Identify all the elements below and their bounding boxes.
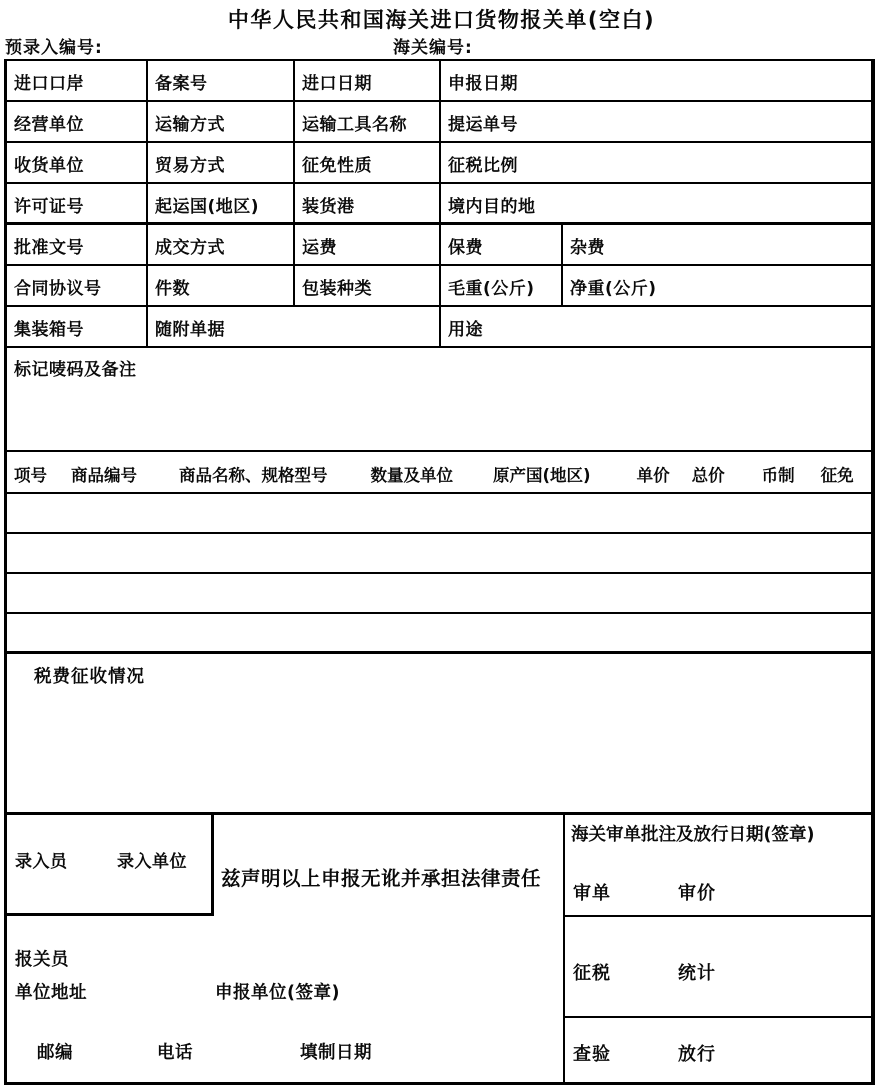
field-attached-documents: 随附单据 — [148, 307, 441, 346]
doc-review-label: 审单 — [573, 883, 611, 904]
goods-col-item-no: 项号 — [14, 466, 47, 485]
entry-unit-label: 录入单位 — [117, 852, 187, 872]
field-gross-weight: 毛重(公斤) — [441, 266, 563, 305]
inspection-cell — [565, 1018, 871, 1082]
field-departure-country: 起运国(地区) — [148, 184, 295, 222]
declarant-label: 报关员 — [15, 950, 69, 970]
customs-endorsement-box — [563, 815, 871, 1082]
field-transport-mode: 运输方式 — [148, 102, 295, 141]
review-pair — [573, 879, 716, 905]
field-record-number: 备案号 — [148, 61, 295, 100]
table-row — [7, 184, 871, 225]
entry-clerk-box — [7, 815, 214, 916]
table-row — [7, 102, 871, 143]
signature-section — [7, 815, 871, 1082]
goods-item-row — [7, 534, 871, 574]
declaring-unit-label: 申报单位(签章) — [215, 983, 340, 1003]
table-row — [7, 266, 871, 307]
unit-address-label: 单位地址 — [15, 983, 87, 1003]
field-license-number: 许可证号 — [7, 184, 148, 222]
goods-table-header — [7, 452, 871, 494]
taxation-cell — [565, 917, 871, 1018]
goods-col-quantity-unit: 数量及单位 — [370, 466, 453, 485]
taxation-label: 征税 — [573, 963, 611, 984]
field-bill-of-lading-number: 提运单号 — [448, 115, 518, 135]
declaration-statement: 兹声明以上申报无讹并承担法律责任 — [221, 867, 542, 890]
price-review-label: 审价 — [678, 883, 716, 904]
goods-col-unit-price: 单价 — [636, 466, 670, 485]
field-loading-port: 装货港 — [295, 184, 441, 222]
field-transport-tool-name: 运输工具名称 — [295, 102, 441, 141]
inspection-pair — [573, 1040, 716, 1066]
customs-number-label: 海关编号: — [393, 38, 473, 58]
goods-col-commodity-code: 商品编号 — [71, 466, 137, 485]
goods-item-row — [7, 494, 871, 534]
table-row — [7, 225, 871, 266]
goods-col-levy-exempt: 征免 — [820, 466, 854, 485]
goods-col-total-price: 总价 — [691, 466, 725, 485]
field-contract-agreement-number: 合同协议号 — [7, 266, 148, 305]
field-trade-mode: 贸易方式 — [148, 143, 295, 182]
table-row — [7, 143, 871, 184]
field-levy-exempt-nature: 征免性质 — [295, 143, 441, 182]
customs-notes-cell — [565, 815, 871, 917]
table-row — [7, 307, 871, 348]
field-marks-and-remarks: 标记唛码及备注 — [7, 348, 871, 452]
tax-collection-section: 税费征收情况 — [7, 654, 871, 815]
field-tax-ratio: 征税比例 — [448, 156, 518, 176]
goods-col-name-spec: 商品名称、规格型号 — [179, 466, 328, 485]
field-purpose: 用途 — [448, 320, 483, 340]
field-net-weight: 净重(公斤) — [570, 279, 657, 299]
field-approval-document-number: 批准文号 — [7, 225, 148, 264]
field-import-date: 进口日期 — [295, 61, 441, 100]
statistics-label: 统计 — [678, 963, 716, 984]
taxation-pair — [573, 959, 716, 985]
fill-date-label: 填制日期 — [300, 1043, 372, 1063]
customs-notes-label: 海关审单批注及放行日期(签章) — [571, 825, 815, 845]
goods-col-currency: 币制 — [761, 466, 795, 485]
field-package-type: 包装种类 — [295, 266, 441, 305]
field-operating-unit: 经营单位 — [7, 102, 148, 141]
table-row — [7, 61, 871, 102]
field-import-port: 进口口岸 — [7, 61, 148, 100]
field-consignee-unit: 收货单位 — [7, 143, 148, 182]
field-misc-fee: 杂费 — [570, 238, 605, 258]
form-grid — [4, 59, 875, 1085]
field-freight-fee: 运费 — [295, 225, 441, 264]
field-domestic-destination: 境内目的地 — [448, 197, 536, 217]
postcode-label: 邮编 — [37, 1043, 73, 1063]
phone-label: 电话 — [157, 1043, 193, 1063]
entry-clerk-label: 录入员 — [15, 852, 68, 872]
field-transaction-mode: 成交方式 — [148, 225, 295, 264]
field-piece-count: 件数 — [148, 266, 295, 305]
field-container-number: 集装箱号 — [7, 307, 148, 346]
pre-entry-number-label: 预录入编号: — [5, 38, 103, 58]
goods-item-row — [7, 614, 871, 654]
goods-item-row — [7, 574, 871, 614]
release-label: 放行 — [678, 1044, 716, 1065]
form-title: 中华人民共和国海关进口货物报关单(空白) — [227, 8, 656, 32]
goods-col-origin-country: 原产国(地区) — [493, 466, 591, 485]
field-declaration-date: 申报日期 — [448, 74, 518, 94]
inspection-label: 查验 — [573, 1044, 611, 1065]
field-insurance-fee: 保费 — [441, 225, 563, 264]
